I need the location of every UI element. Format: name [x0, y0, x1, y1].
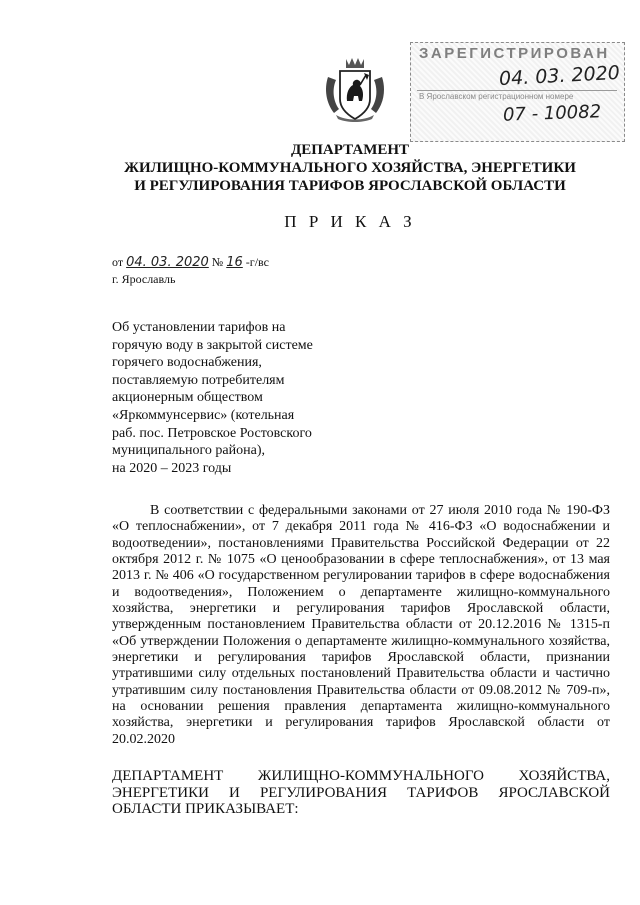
order-meta	[112, 254, 269, 287]
order-number-sign: №	[211, 255, 224, 269]
subject-line: горячего водоснабжения,	[112, 355, 262, 371]
stamp-date: 04. 03. 2020	[498, 61, 621, 91]
department-line-1: ДЕПАРТАМЕНТ	[290, 142, 410, 158]
subject-line: акционерным обществом	[112, 390, 263, 406]
subject-line: раб. пос. Петровское Ростовского	[112, 425, 312, 441]
order-number-suffix: -г/вс	[245, 255, 269, 269]
order-date: 04. 03. 2020	[126, 255, 209, 270]
stamp-divider	[417, 90, 617, 91]
subject-line: «Яркоммунсервис» (котельная	[112, 407, 295, 423]
registration-stamp	[410, 42, 625, 142]
operative-line-2: ОБЛАСТИ ПРИКАЗЫВАЕТ:	[112, 801, 299, 817]
department-line-2: ЖИЛИЩНО-КОММУНАЛЬНОГО ХОЗЯЙСТВА, ЭНЕРГЕТИКИ	[124, 160, 576, 176]
department-line-3: И РЕГУЛИРОВАНИЯ ТАРИФОВ ЯРОСЛАВСКОЙ ОБЛАСТИ	[134, 178, 566, 194]
body-paragraph: В соответствии с федеральными законами от 27 июля 2010 года № 190-ФЗ «О теплоснабжении», от 7 декабря 2011 года № 416-ФЗ «О водоснабжении и водоотведении», постановлениями Правительства Российской Федерации от 22 октября 2012 г. № 1075 «О ценообразовании в сфере теплоснабжения», от 13 мая 2013 г. № 406 «О государственном регулировании тарифов в сфере водоснабжения и водоотведения», Положением о департаменте жилищно-коммунального хозяйства, энергетики и регулирования тарифов Ярославской области, утвержденным постановлением Правительства области от 20.12.2016 № 1315-п «Об утверждении Положения о департаменте жилищно-коммунального хозяйства, энергетики и регулирования тарифов Ярославской области, признании утратившими силу отдельных постановлений Правительства области и частично утратившим силу постановления Правительства области от 09.08.2012 № 709-п», на основании решения правления департамента жилищно-коммунального хозяйства, энергетики и регулирования тарифов Ярославской области от 20.02.2020	[112, 503, 610, 747]
stamp-registry-text: В Ярославском регистрационном номере	[419, 92, 574, 101]
order-subject	[112, 319, 372, 477]
operative-line-1: ДЕПАРТАМЕНТ ЖИЛИЩНО-КОММУНАЛЬНОГО ХОЗЯЙСТВА, ЭНЕРГЕТИКИ И РЕГУЛИРОВАНИЯ ТАРИФОВ ЯРОСЛАВСКОЙ	[112, 768, 610, 801]
subject-line: Об установлении тарифов на	[112, 320, 286, 335]
order-number: 16	[226, 255, 243, 270]
order-title: П Р И К А З	[284, 212, 416, 231]
subject-line: на 2020 – 2023 годы	[112, 460, 232, 476]
order-date-line	[112, 254, 269, 271]
subject-line: горячую воду в закрытой системе	[112, 337, 313, 353]
order-city: г. Ярославль	[112, 272, 176, 286]
coat-of-arms-icon	[322, 55, 388, 123]
stamp-title: ЗАРЕГИСТРИРОВАН	[419, 45, 610, 62]
subject-line: поставляемую потребителям	[112, 372, 285, 388]
stamp-number: 07 - 10082	[502, 101, 602, 126]
subject-line: муниципального района),	[112, 443, 265, 459]
department-header	[60, 141, 640, 195]
order-date-prefix: от	[112, 255, 124, 269]
